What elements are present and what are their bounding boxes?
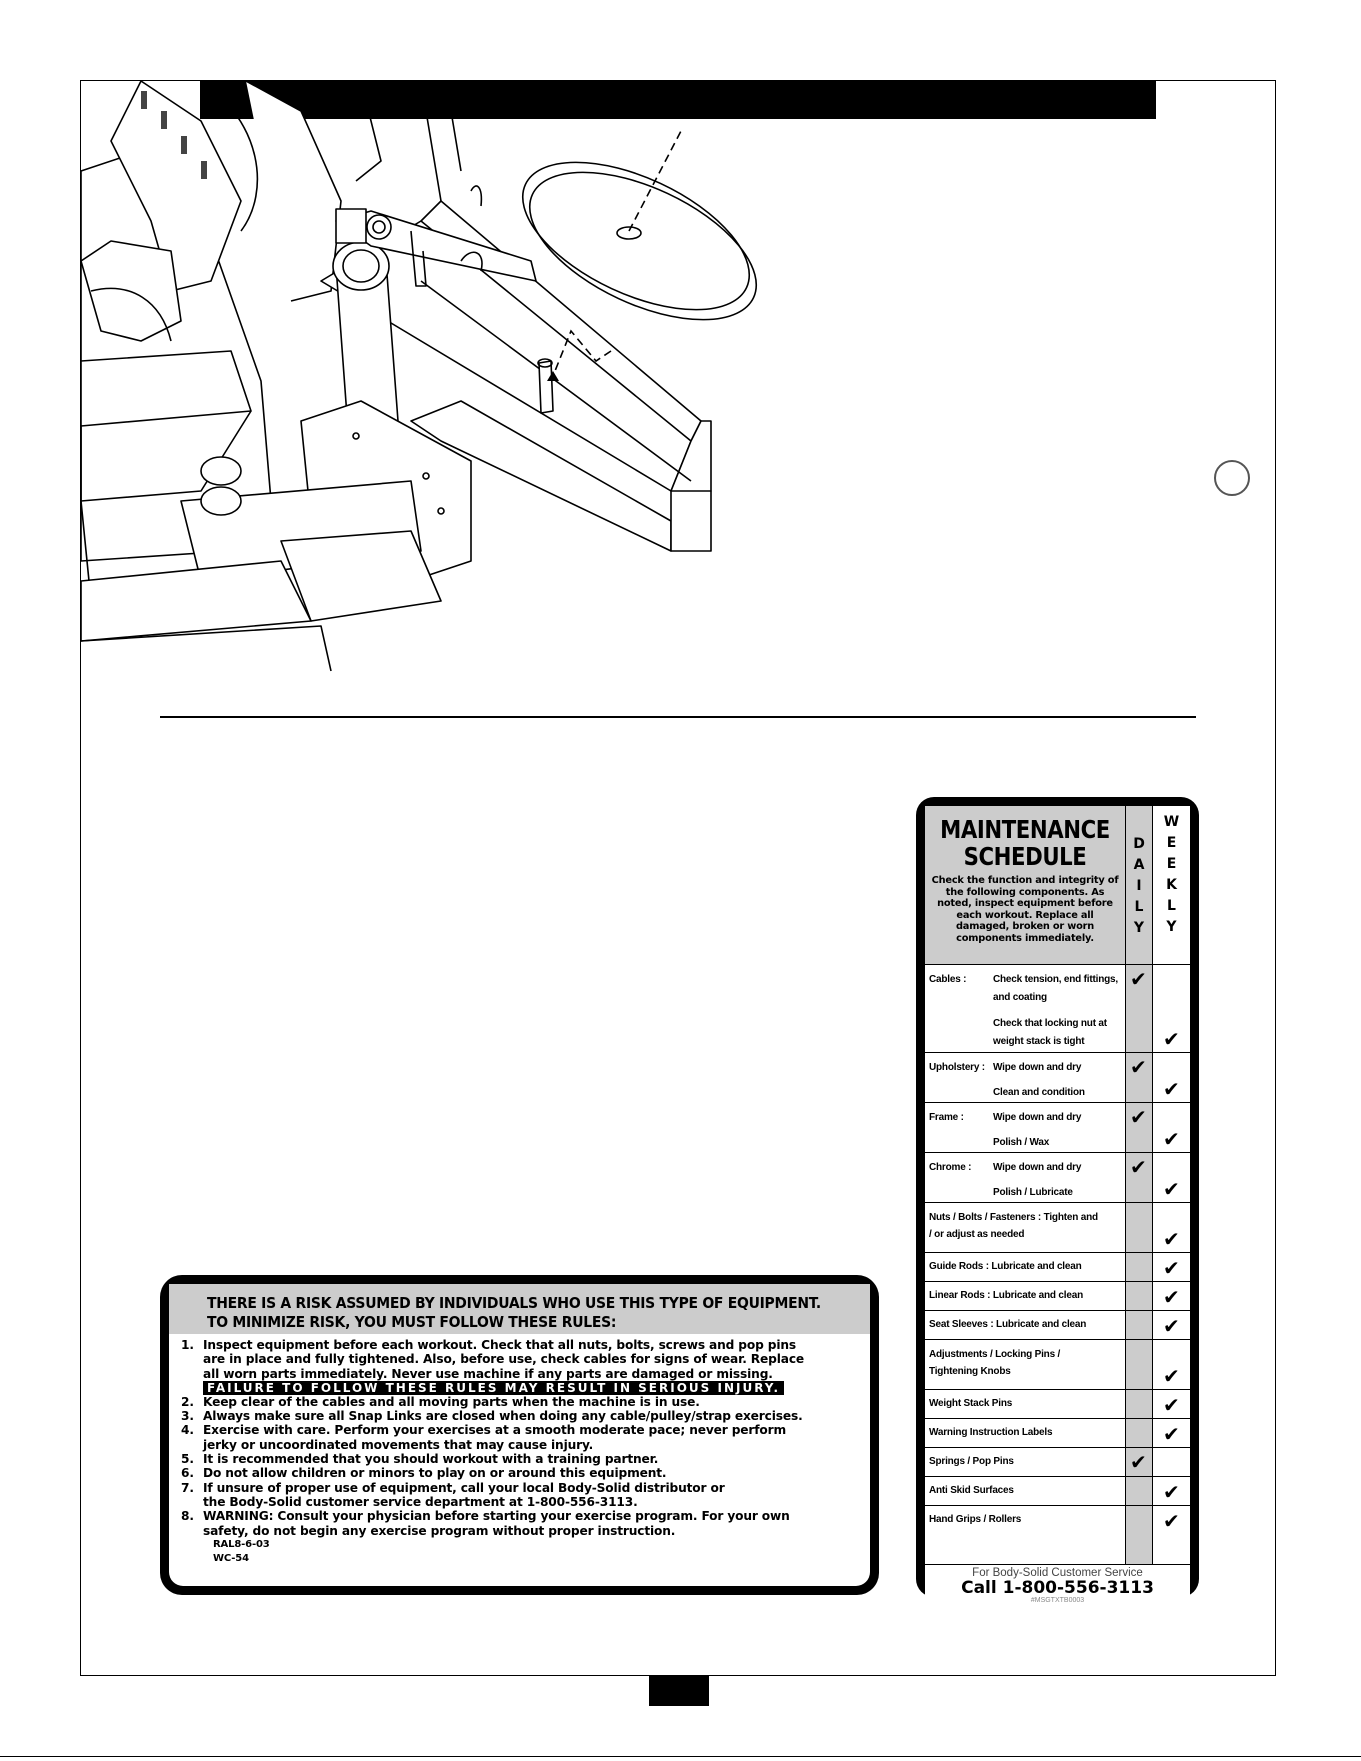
warning-header <box>169 1284 870 1334</box>
warning-rule <box>181 1338 864 1381</box>
label-code: RAL8-6-03 <box>213 1538 270 1550</box>
failure-banner: FAILURE TO FOLLOW THESE RULES MAY RESULT IN SERIOUS INJURY. <box>203 1381 784 1395</box>
maintenance-task: Check that locking nut at weight stack is tight <box>993 1018 1107 1047</box>
weekly-letter: Y <box>1166 919 1177 935</box>
maintenance-header <box>925 806 1125 964</box>
maintenance-row <box>925 1052 1190 1102</box>
warning-header-line2: TO MINIMIZE RISK, YOU MUST FOLLOW THESE RULES: <box>207 1313 617 1331</box>
warning-label-inner <box>169 1284 870 1586</box>
maintenance-footer <box>925 1564 1190 1609</box>
maintenance-task: Wipe down and dry <box>993 1062 1082 1073</box>
rule-line: the Body-Solid customer service department at 1-800-556-3113. <box>203 1494 638 1509</box>
maintenance-category: Weight Stack Pins <box>929 1398 1013 1409</box>
maintenance-task: Wipe down and dry <box>993 1112 1082 1123</box>
weekly-check-icon: ✔ <box>1163 1422 1180 1446</box>
daily-check-icon: ✔ <box>1130 1155 1147 1179</box>
weekly-check-icon: ✔ <box>1163 1480 1180 1504</box>
weekly-check-icon: ✔ <box>1163 1127 1180 1151</box>
weekly-check-icon: ✔ <box>1163 1364 1180 1388</box>
maintenance-row <box>925 1476 1190 1505</box>
maintenance-task: Polish / Lubricate <box>993 1187 1073 1198</box>
daily-letter: I <box>1136 878 1142 894</box>
maintenance-title-line1: MAINTENANCE <box>940 815 1110 844</box>
rule-line: all worn parts immediately. Never use machine if any parts are damaged or missing. <box>203 1366 773 1381</box>
maintenance-row <box>925 1505 1190 1534</box>
maintenance-title-line2: SCHEDULE <box>963 842 1087 871</box>
maintenance-row <box>925 1447 1190 1476</box>
maintenance-category: Frame : <box>929 1112 964 1123</box>
weekly-check-icon: ✔ <box>1163 1027 1180 1051</box>
weekly-check-icon: ✔ <box>1163 1227 1180 1251</box>
weekly-check-icon: ✔ <box>1163 1314 1180 1338</box>
rule-line: Do not allow children or minors to play on or around this equipment. <box>203 1466 667 1481</box>
maintenance-rows <box>925 964 1190 1534</box>
weekly-check-icon: ✔ <box>1163 1177 1180 1201</box>
section-divider <box>160 716 1196 718</box>
daily-letter: Y <box>1133 920 1145 936</box>
rule-number: 6. <box>181 1466 194 1481</box>
rule-line: If unsure of proper use of equipment, call your local Body-Solid distributor or <box>203 1480 725 1495</box>
weekly-check-icon: ✔ <box>1163 1393 1180 1417</box>
daily-check-icon: ✔ <box>1130 1055 1147 1079</box>
warning-rule <box>181 1481 864 1510</box>
rule-line: WARNING: Consult your physician before starting your exercise program. For your own <box>203 1509 790 1524</box>
rule-line: Keep clear of the cables and all moving parts when the machine is in use. <box>203 1394 700 1409</box>
footer-service-text: For Body-Solid Customer Service <box>972 1567 1143 1579</box>
page-number-tab <box>649 1676 709 1706</box>
rule-line: Inspect equipment before each workout. Check that all nuts, bolts, screws and pop pins <box>203 1338 796 1352</box>
weekly-letter: W <box>1163 814 1180 830</box>
maintenance-row <box>925 1281 1190 1310</box>
page-bottom-rule <box>0 1756 1361 1757</box>
maintenance-row <box>925 1418 1190 1447</box>
maintenance-title <box>940 816 1110 870</box>
maintenance-row <box>925 1339 1190 1389</box>
maintenance-category: Cables : <box>929 974 967 985</box>
machine-assembly-illustration <box>81 81 1274 671</box>
maintenance-row <box>925 1310 1190 1339</box>
weekly-check-icon: ✔ <box>1163 1509 1180 1533</box>
warning-rule <box>181 1452 864 1466</box>
maintenance-row <box>925 1252 1190 1281</box>
maintenance-row <box>925 1152 1190 1202</box>
daily-check-icon: ✔ <box>1130 967 1147 991</box>
maintenance-category: Hand Grips / Rollers <box>929 1514 1022 1525</box>
daily-letter: L <box>1134 899 1144 915</box>
warning-header-line1: THERE IS A RISK ASSUMED BY INDIVIDUALS WHO USE THIS TYPE OF EQUIPMENT. <box>207 1294 821 1312</box>
warning-label <box>160 1275 879 1595</box>
warning-rule <box>181 1466 864 1480</box>
rule-number: 5. <box>181 1452 194 1467</box>
maintenance-category: Guide Rods : Lubricate and clean <box>929 1261 1082 1272</box>
footer-code: #MSGTXTB0003 <box>1030 1597 1085 1604</box>
position-marker-circle <box>1214 460 1250 496</box>
weekly-check-icon: ✔ <box>1163 1256 1180 1280</box>
maintenance-schedule-inner <box>925 806 1190 1604</box>
weekly-letter: E <box>1166 856 1177 872</box>
label-code-secondary: WC-54 <box>213 1553 249 1565</box>
rule-number: 4. <box>181 1423 194 1438</box>
maintenance-category: Anti Skid Surfaces <box>929 1485 1014 1496</box>
daily-letter: A <box>1133 857 1145 873</box>
maintenance-description: Check the function and integrity of the following components. As noted, inspect equipment before each workout. Replace all damaged, broken or worn components immediately. <box>931 875 1119 944</box>
failure-banner-row <box>181 1381 864 1395</box>
maintenance-category: Chrome : <box>929 1162 972 1173</box>
weekly-check-icon: ✔ <box>1163 1285 1180 1309</box>
maintenance-category: Springs / Pop Pins <box>929 1456 1014 1467</box>
rule-number: 2. <box>181 1394 194 1409</box>
rule-line: It is recommended that you should workout with a training partner. <box>203 1452 659 1467</box>
daily-check-icon: ✔ <box>1130 1449 1147 1474</box>
weekly-check-icon: ✔ <box>1163 1077 1180 1101</box>
maintenance-category: Warning Instruction Labels <box>929 1427 1053 1438</box>
weekly-letter: K <box>1166 877 1177 893</box>
daily-column-heading <box>1126 834 1152 939</box>
warning-rule <box>181 1395 864 1409</box>
warning-rule <box>181 1423 864 1452</box>
daily-check-icon: ✔ <box>1130 1105 1147 1129</box>
maintenance-schedule-label <box>916 797 1199 1604</box>
daily-letter: D <box>1133 836 1145 852</box>
maintenance-task: Polish / Wax <box>993 1137 1050 1148</box>
rule-number: 8. <box>181 1509 194 1524</box>
maintenance-row <box>925 1102 1190 1152</box>
rule-line: Exercise with care. Perform your exercises at a smooth moderate pace; never perform <box>203 1423 787 1438</box>
maintenance-category: Linear Rods : Lubricate and clean <box>929 1290 1083 1301</box>
rule-number: 3. <box>181 1409 194 1424</box>
maintenance-category: Upholstery : <box>929 1062 985 1073</box>
weekly-letter: L <box>1167 898 1176 914</box>
maintenance-task: Clean and condition <box>993 1087 1085 1098</box>
maintenance-task: Check tension, end fittings, and coating <box>993 974 1118 1003</box>
maintenance-category: Adjustments / Locking Pins / Tightening Knobs <box>929 1349 1061 1377</box>
rule-number: 1. <box>181 1338 194 1352</box>
rule-text <box>203 1338 864 1381</box>
warning-rule <box>181 1509 864 1566</box>
rule-line: jerky or uncoordinated movements that may cause injury. <box>203 1437 594 1452</box>
warning-rules-list <box>169 1338 870 1566</box>
rule-number: 7. <box>181 1480 194 1495</box>
warning-rule <box>181 1409 864 1423</box>
weekly-letter: E <box>1166 835 1177 851</box>
maintenance-category: Nuts / Bolts / Fasteners : Tighten and / or adjust as needed <box>929 1212 1098 1240</box>
maintenance-row <box>925 1202 1190 1252</box>
rule-line: Always make sure all Snap Links are closed when doing any cable/pulley/strap exercises. <box>203 1409 803 1424</box>
maintenance-task: Wipe down and dry <box>993 1162 1082 1173</box>
maintenance-row <box>925 964 1190 1052</box>
footer-phone: Call 1-800-556-3113 <box>961 1578 1154 1598</box>
maintenance-category: Seat Sleeves : Lubricate and clean <box>929 1319 1087 1330</box>
rule-line: are in place and fully tightened. Also, before use, check cables for signs of wear. Replace <box>203 1352 805 1367</box>
weekly-column-heading <box>1153 812 1190 938</box>
maintenance-row <box>925 1389 1190 1418</box>
rule-line: safety, do not begin any exercise program without proper instruction. <box>203 1523 676 1538</box>
